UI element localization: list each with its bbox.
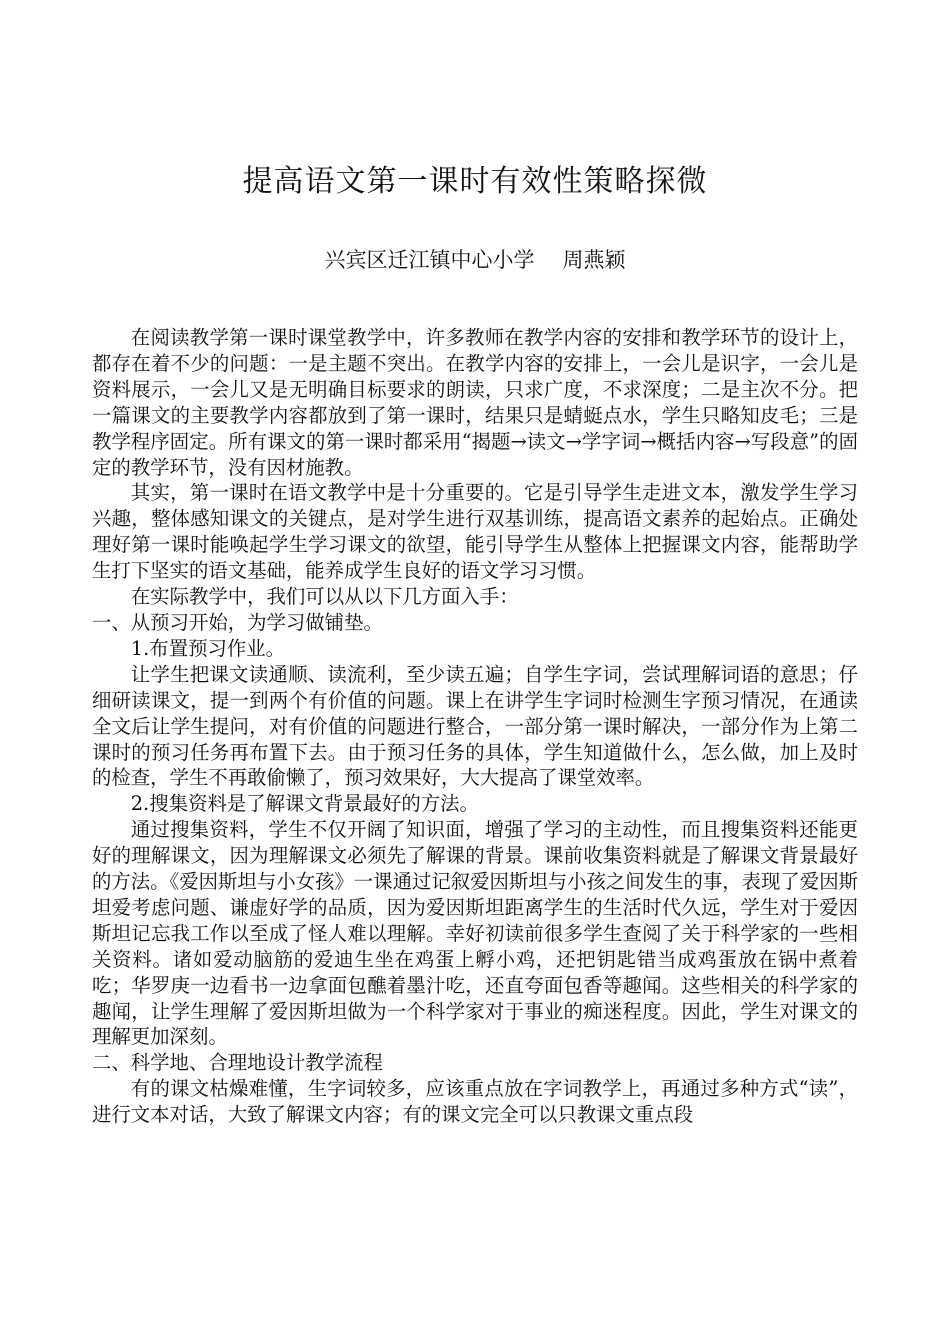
document-title: 提高语文第一课时有效性策略探微: [242, 164, 708, 199]
section-heading: 二、科学地、合理地设计教学流程: [92, 1051, 383, 1075]
paragraph: 其实，第一课时在语文教学中是十分重要的。它是引导学生走进文本，激发学生学习兴趣，整体感知课文的关键点，是对学生进行双基训练，提高语文素养的起始点。正确处理好第一课时能唤起学生学习课文的欲望，能引导学生从整体上把握课文内容，能帮助学生打下坚实的语文基础，能养成学生良好的语文学习习惯。: [92, 481, 858, 583]
subsection-heading: 2.搜集资料是了解课文背景最好的方法。: [130, 792, 479, 816]
paragraph: 通过搜集资料，学生不仅开阔了知识面，增强了学习的主动性，而且搜集资料还能更好的理解课文，因为理解课文必须先了解课的背景。课前收集资料就是了解课文背景最好的方法。《爱因斯坦与小女孩》一课通过记叙爱因斯坦与小孩之间发生的事，表现了爱因斯坦爱考虑问题、谦虚好学的品质，因为爱因斯坦距离学生的生活时代久远，学生对于爱因斯坦记忘我工作以至成了怪人难以理解。幸好初读前很多学生查阅了关于科学家的一些相关资料。诸如爱动脑筋的爱迪生坐在鸡蛋上孵小鸡，还把钥匙错当成鸡蛋放在锅中煮着吃；华罗庚一边看书一边拿面包醮着墨汁吃，还直夸面包香等趣闻。这些相关的科学家的趣闻，让学生理解了爱因斯坦做为一个科学家对于事业的痴迷程度。因此，学生对课文的理解更加深刻。: [92, 818, 858, 1049]
paragraph: 有的课文枯燥难懂，生字词较多，应该重点放在字词教学上，再通过多种方式“读”，进行文本对话，大致了解课文内容；有的课文完全可以只教课文重点段: [92, 1077, 858, 1127]
document-body: [92, 325, 858, 1128]
paragraph: 让学生把课文读通顺、读流利，至少读五遍；自学生字词，尝试理解词语的意思；仔细研读课文，提一到两个有价值的问题。课上在讲学生字词时检测生字预习情况，在通读全文后让学生提问，对有价值的问题进行整合，一部分第一课时解决，一部分作为上第二课时的预习任务再布置下去。由于预习任务的具体，学生知道做什么，怎么做，加上及时的检查，学生不再敢偷懒了，预习效果好，大大提高了课堂效率。: [92, 662, 858, 790]
section-heading: 一、从预习开始，为学习做铺垫。: [92, 610, 383, 634]
author-name: 周燕颖: [562, 248, 626, 272]
byline: [0, 244, 950, 276]
school-name: 兴宾区迁江镇中心小学: [324, 248, 535, 272]
paragraph: 在实际教学中，我们可以从以下几方面入手：: [130, 585, 519, 609]
paragraph: 在阅读教学第一课时课堂教学中，许多教师在教学内容的安排和教学环节的设计上，都存在着不少的问题：一是主题不突出。在教学内容的安排上，一会儿是识字，一会儿是资料展示，一会儿又是无明确目标要求的朗读，只求广度，不求深度；二是主次不分。把一篇课文的主要教学内容都放到了第一课时，结果只是蜻蜓点水，学生只略知皮毛；三是教学程序固定。所有课文的第一课时都采用“揭题→读文→学字词→概括内容→写段意”的固定的教学环节，没有因材施教。: [92, 326, 858, 479]
subsection-heading: 1.布置预习作业。: [130, 636, 286, 660]
